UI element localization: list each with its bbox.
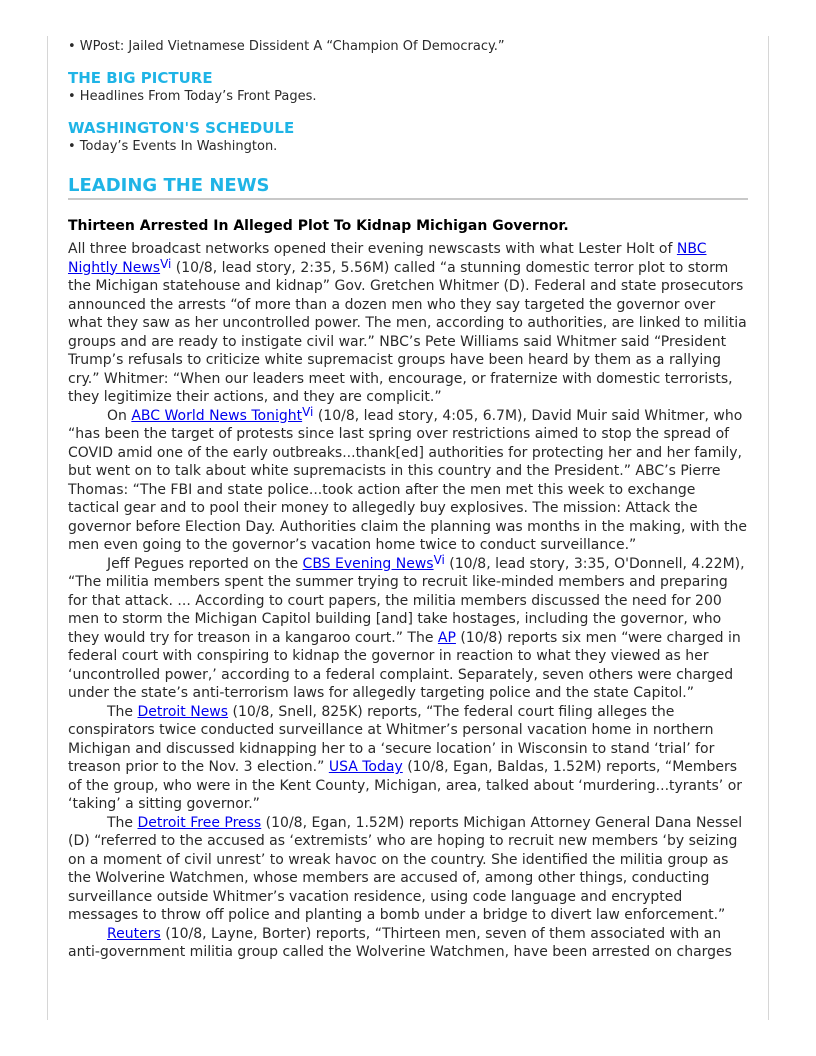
detroit-free-press-link[interactable]: Detroit Free Press bbox=[137, 814, 262, 831]
text-segment: (10/8, lead story, 4:05, 6.7M), David Muir said Whitmer, who “has been the target of protests since last spring over restrictions aimed to stop the spread of COVID amid one of the early outbreaks...thank[ed] authorities for protecting her and her family, but went on to talk about white supremacists in this country and the President.” ABC’s Pierre Thomas: “The FBI and state police...took action after the men met this week to exchange tactical gear and to pool their money to allegedly buy explosives. The mission: Attack the governor before Election Day. Authorities claim the planning was months in the making, with the men even going to the governor’s vacation home twice to conduct surveillance.” bbox=[68, 407, 747, 553]
text-segment: (10/8, Layne, Borter) reports, “Thirteen men, seven of them associated with an anti-government militia group called the Wolverine Watchmen, have been arrested on charges bbox=[68, 925, 732, 960]
text-segment: The bbox=[107, 703, 138, 720]
nbc-nightly-news-link[interactable]: NBC Nightly News bbox=[68, 241, 707, 276]
story-body bbox=[68, 240, 748, 962]
front-pages-bullet: • Headlines From Today’s Front Pages. bbox=[68, 89, 317, 104]
paragraph-cbs bbox=[68, 552, 748, 703]
text-segment: On bbox=[107, 407, 132, 424]
text-segment: (10/8) reports six men “were charged in federal court with conspiring to kidnap the governor in reaction to what they viewed as her ‘uncontrolled power,’ according to a federal complaint. Separately, seven others were charged under the state’s anti-terrorism laws for allegedly targeting police and the state Capitol.” bbox=[68, 629, 741, 701]
text-segment: (10/8, Egan, 1.52M) reports Michigan Attorney General Dana Nessel (D) “referred to the accused as ‘extremists’ who are hoping to recruit new members ‘by seizing on a moment of civil unrest’ to wreak havoc on the country. She identified the militia group as the Wolverine Watchmen, whose members are accused of, among other things, conducting surveillance outside Whitmer’s vacation residence, using code language and encrypted messages to throw off police and planting a bomb under a bridge to divert law enforcement.” bbox=[68, 814, 743, 923]
video-icon[interactable]: Vi bbox=[160, 256, 172, 271]
abc-world-news-tonight-link[interactable]: ABC World News Tonight bbox=[131, 407, 303, 424]
paragraph-nbc bbox=[68, 240, 748, 407]
cbs-evening-news-link[interactable]: CBS Evening News bbox=[302, 555, 434, 572]
detroit-news-link[interactable]: Detroit News bbox=[137, 703, 229, 720]
video-icon[interactable]: Vi bbox=[302, 404, 314, 419]
story-title: Thirteen Arrested In Alleged Plot To Kidnap Michigan Governor. bbox=[68, 218, 569, 234]
text-segment: Jeff Pegues reported on the bbox=[107, 555, 303, 572]
right-margin-rule bbox=[768, 36, 769, 1020]
text-segment: The bbox=[107, 814, 138, 831]
left-margin-rule bbox=[47, 36, 48, 1020]
text-segment: All three broadcast networks opened their evening newscasts with what Lester Holt of bbox=[68, 241, 677, 257]
paragraph-detroit-free-press bbox=[68, 814, 748, 925]
text-segment: (10/8, Egan, Baldas, 1.52M) reports, “Members of the group, who were in the Kent County, Michigan, area, talked about ‘murdering...tyrants’ or ‘taking’ a sitting governor.” bbox=[68, 759, 743, 812]
text-segment: (10/8, Snell, 825K) reports, “The federal court filing alleges the conspirators twice conducted surveillance at Whitmer’s personal vacation home in northern Michigan and discussed kidnapping her to a ‘secure location’ in Wisconsin to stand ‘trial’ for treason prior to the Nov. 3 election.” bbox=[68, 703, 715, 775]
big-picture-heading: THE BIG PICTURE bbox=[68, 69, 213, 87]
leading-the-news-heading: LEADING THE NEWS bbox=[68, 174, 748, 200]
todays-events-bullet: • Today’s Events In Washington. bbox=[68, 139, 278, 154]
ap-link[interactable]: AP bbox=[437, 629, 456, 646]
newsletter-page bbox=[68, 38, 748, 962]
paragraph-reuters bbox=[68, 925, 748, 962]
usa-today-link[interactable]: USA Today bbox=[328, 759, 403, 775]
reuters-link[interactable]: Reuters bbox=[107, 925, 161, 942]
text-segment: (10/8, lead story, 2:35, 5.56M) called “a stunning domestic terror plot to storm the Michigan statehouse and kidnap” Gov. Gretchen Whitmer (D). Federal and state prosecutors announced the arrests “of more than a dozen men who they say targeted the governor over what they saw as her uncontrolled power. The men, according to authorities, are linked to militia groups and are ready to instigate civil war.” NBC’s Pete Williams said Whitmer said “President Trump’s refusals to criticize white supremacist groups have been heard by them as a rallying cry.” Whitmer: “When our leaders meet with, encourage, or fraternize with domestic terrorists, they legitimize their actions, and they are complicit.” bbox=[68, 259, 747, 405]
video-icon[interactable]: Vi bbox=[433, 552, 445, 567]
paragraph-abc bbox=[68, 404, 748, 555]
washington-schedule-heading: WASHINGTON'S SCHEDULE bbox=[68, 119, 295, 137]
text-segment: (10/8, lead story, 3:35, O'Donnell, 4.22M), “The militia members spent the summer trying to recruit like-minded members and preparing for that attack. ... According to court papers, the militia members discussed the need for 200 men to storm the Michigan Capitol building [and] take hostages, including the governor, who they would try for treason in a kangaroo court.” The bbox=[68, 555, 745, 646]
paragraph-detroit-news bbox=[68, 703, 748, 814]
wpost-bullet: • WPost: Jailed Vietnamese Dissident A “Champion Of Democracy.” bbox=[68, 39, 505, 54]
